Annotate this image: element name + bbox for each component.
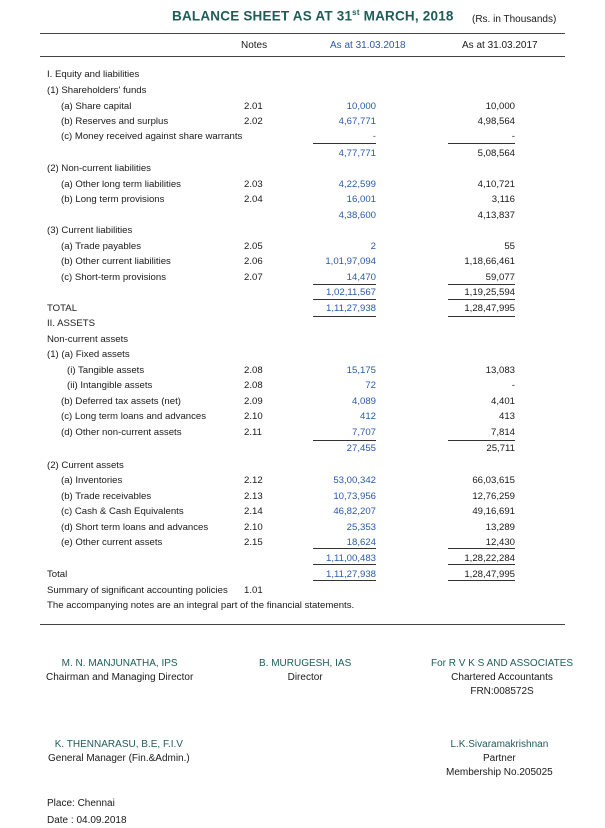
row-previous-value: 13,083 bbox=[485, 365, 515, 376]
table-row bbox=[0, 209, 605, 223]
row-previous-value: 10,000 bbox=[485, 101, 515, 112]
row-note: 2.10 bbox=[244, 411, 263, 422]
chairman-name: M. N. MANJUNATHA, IPS bbox=[61, 658, 178, 669]
row-current-value: 4,22,599 bbox=[338, 179, 376, 190]
row-current-value: 10,000 bbox=[346, 101, 376, 112]
row-label: (c) Short-term provisions bbox=[61, 272, 167, 283]
total-rule bbox=[313, 564, 376, 565]
table-row bbox=[0, 505, 605, 519]
subtotal-rule bbox=[448, 143, 515, 144]
table-row bbox=[0, 100, 605, 114]
row-label: Non-current assets bbox=[47, 334, 129, 345]
total-rule-bottom bbox=[448, 316, 515, 317]
row-label: (d) Other non-current assets bbox=[61, 427, 182, 438]
row-current-value: 27,455 bbox=[346, 443, 376, 454]
table-row bbox=[0, 521, 605, 535]
row-label: (b) Other current liabilities bbox=[61, 256, 171, 267]
row-note: 2.09 bbox=[244, 396, 263, 407]
row-current-value: 25,353 bbox=[346, 522, 376, 533]
row-previous-value: - bbox=[511, 380, 515, 391]
table-row bbox=[0, 240, 605, 254]
table-row bbox=[0, 130, 605, 144]
table-row bbox=[0, 271, 605, 285]
table-row bbox=[0, 162, 605, 176]
total-rule-bottom bbox=[313, 580, 376, 581]
partner-signatory bbox=[446, 738, 553, 780]
row-label: TOTAL bbox=[47, 303, 78, 314]
table-row bbox=[0, 286, 605, 300]
auditor-name: For R V K S AND ASSOCIATES bbox=[431, 658, 574, 669]
table-row bbox=[0, 490, 605, 504]
row-note: 2.12 bbox=[244, 475, 263, 486]
row-previous-value: - bbox=[511, 131, 515, 142]
row-label: Total bbox=[47, 569, 68, 580]
table-row bbox=[0, 364, 605, 378]
row-previous-value: 12,430 bbox=[485, 537, 515, 548]
total-rule-bottom bbox=[313, 316, 376, 317]
row-current-value: 2 bbox=[370, 241, 376, 252]
director-title: Director bbox=[287, 672, 323, 683]
table-row bbox=[0, 474, 605, 488]
row-previous-value: 413 bbox=[498, 411, 515, 422]
table-row bbox=[0, 410, 605, 424]
row-previous-value: 25,711 bbox=[486, 443, 515, 454]
subtotal-rule bbox=[313, 284, 376, 285]
signature-section-rule bbox=[40, 624, 565, 625]
row-note: 2.15 bbox=[244, 537, 263, 548]
row-label: (b) Trade receivables bbox=[61, 491, 152, 502]
table-row bbox=[0, 584, 605, 598]
subtotal-rule bbox=[313, 548, 376, 549]
subtotal-rule bbox=[448, 548, 515, 549]
subtotal-rule bbox=[313, 440, 376, 441]
table-row bbox=[0, 255, 605, 269]
row-previous-value: 4,10,721 bbox=[477, 179, 515, 190]
partner-membership: Membership No.205025 bbox=[446, 767, 553, 778]
total-rule-bottom bbox=[448, 580, 515, 581]
row-current-value: 10,73,956 bbox=[333, 491, 376, 502]
partner-name: L.K.Sivaramakrishnan bbox=[450, 739, 549, 750]
row-previous-value: 4,401 bbox=[490, 396, 515, 407]
row-current-value: 46,82,207 bbox=[333, 506, 376, 517]
table-row bbox=[0, 115, 605, 129]
row-label: I. Equity and liabilities bbox=[47, 69, 140, 80]
auditor-frn: FRN:008572S bbox=[470, 686, 534, 697]
row-label: (1) (a) Fixed assets bbox=[47, 349, 130, 360]
row-label: (i) Tangible assets bbox=[67, 365, 145, 376]
total-rule bbox=[313, 299, 376, 300]
row-current-value: 4,67,771 bbox=[338, 116, 376, 127]
row-label: Summary of significant accounting policies bbox=[47, 585, 228, 596]
row-previous-value: 1,28,22,284 bbox=[464, 553, 515, 564]
subtotal-rule bbox=[313, 143, 376, 144]
table-row bbox=[0, 147, 605, 161]
row-previous-value: 7,814 bbox=[490, 427, 515, 438]
director-name: B. MURUGESH, IAS bbox=[259, 658, 352, 669]
table-row bbox=[0, 379, 605, 393]
page-title bbox=[172, 8, 454, 24]
notes-column-header: Notes bbox=[241, 40, 268, 51]
row-label: (b) Reserves and surplus bbox=[61, 116, 169, 127]
table-row bbox=[0, 178, 605, 192]
chairman-title: Chairman and Managing Director bbox=[46, 672, 194, 683]
table-row bbox=[0, 442, 605, 456]
subtotal-rule bbox=[448, 284, 515, 285]
row-note: 1.01 bbox=[244, 585, 263, 596]
row-previous-value: 1,28,47,995 bbox=[464, 569, 515, 580]
table-row bbox=[0, 459, 605, 473]
row-current-value: 4,77,771 bbox=[338, 148, 376, 159]
row-previous-value: 4,98,564 bbox=[477, 116, 515, 127]
total-rule bbox=[448, 564, 515, 565]
row-current-value: 1,01,97,094 bbox=[325, 256, 376, 267]
row-label: (c) Cash & Cash Equivalents bbox=[61, 506, 184, 517]
table-row bbox=[0, 302, 605, 316]
current-year-column-header: As at 31.03.2018 bbox=[330, 40, 406, 51]
row-note: 2.08 bbox=[244, 365, 263, 376]
row-note: 2.03 bbox=[244, 179, 263, 190]
row-previous-value: 55 bbox=[504, 241, 515, 252]
row-note: 2.06 bbox=[244, 256, 263, 267]
row-label: (a) Share capital bbox=[61, 101, 132, 112]
row-label: (1) Shareholders' funds bbox=[47, 85, 147, 96]
row-current-value: 1,02,11,567 bbox=[326, 287, 376, 298]
table-row bbox=[0, 84, 605, 98]
row-label: (d) Short term loans and advances bbox=[61, 522, 209, 533]
row-previous-value: 59,077 bbox=[485, 272, 515, 283]
table-row bbox=[0, 333, 605, 347]
previous-year-column-header: As at 31.03.2017 bbox=[462, 40, 538, 51]
row-previous-value: 1,18,66,461 bbox=[464, 256, 515, 267]
row-current-value: 1,11,00,483 bbox=[326, 553, 376, 564]
gm-signatory bbox=[48, 738, 190, 766]
table-row bbox=[0, 348, 605, 362]
row-current-value: 53,00,342 bbox=[333, 475, 376, 486]
row-current-value: 1,11,27,938 bbox=[326, 303, 376, 314]
total-rule bbox=[448, 299, 515, 300]
chairman-signatory bbox=[46, 657, 193, 685]
auditor-title: Chartered Accountants bbox=[451, 672, 553, 683]
row-current-value: 15,175 bbox=[346, 365, 376, 376]
title-tail: MARCH, 2018 bbox=[359, 8, 454, 24]
table-row bbox=[0, 599, 605, 613]
table-row bbox=[0, 68, 605, 82]
row-label: II. ASSETS bbox=[47, 318, 95, 329]
partner-title: Partner bbox=[482, 753, 516, 764]
row-previous-value: 1,19,25,594 bbox=[464, 287, 515, 298]
header-bottom-rule bbox=[40, 56, 565, 57]
row-previous-value: 49,16,691 bbox=[472, 506, 515, 517]
table-row bbox=[0, 317, 605, 331]
table-row bbox=[0, 426, 605, 440]
place-line: Place: Chennai bbox=[47, 798, 115, 809]
row-note: 2.02 bbox=[244, 116, 263, 127]
row-current-value: 14,470 bbox=[346, 272, 376, 283]
row-note: 2.14 bbox=[244, 506, 263, 517]
table-row bbox=[0, 193, 605, 207]
row-note: 2.04 bbox=[244, 194, 263, 205]
gm-title: General Manager (Fin.&Admin.) bbox=[48, 753, 190, 764]
row-label: (2) Current assets bbox=[47, 460, 124, 471]
row-label: (e) Other current assets bbox=[61, 537, 163, 548]
row-note: 2.13 bbox=[244, 491, 263, 502]
row-note: 2.10 bbox=[244, 522, 263, 533]
title-main: BALANCE SHEET AS AT 31 bbox=[172, 8, 353, 24]
row-previous-value: 13,289 bbox=[485, 522, 515, 533]
row-previous-value: 66,03,615 bbox=[472, 475, 515, 486]
row-current-value: - bbox=[372, 131, 376, 142]
table-row bbox=[0, 395, 605, 409]
header-top-rule bbox=[40, 33, 565, 34]
row-note: 2.11 bbox=[244, 427, 262, 438]
row-current-value: 412 bbox=[359, 411, 376, 422]
director-signatory bbox=[259, 657, 351, 685]
row-previous-value: 1,28,47,995 bbox=[464, 303, 515, 314]
row-label: The accompanying notes are an integral part of the financial statements. bbox=[47, 600, 355, 611]
row-note: 2.05 bbox=[244, 241, 263, 252]
row-label: (b) Deferred tax assets (net) bbox=[61, 396, 181, 407]
row-label: (a) Other long term liabilities bbox=[61, 179, 181, 190]
row-label: (ii) Intangible assets bbox=[67, 380, 153, 391]
row-current-value: 7,707 bbox=[351, 427, 376, 438]
row-note: 2.01 bbox=[244, 101, 263, 112]
row-previous-value: 5,08,564 bbox=[477, 148, 515, 159]
date-line: Date : 04.09.2018 bbox=[47, 815, 127, 826]
row-label: (c) Long term loans and advances bbox=[61, 411, 207, 422]
row-current-value: 4,089 bbox=[351, 396, 376, 407]
row-note: 2.07 bbox=[244, 272, 263, 283]
row-previous-value: 12,76,259 bbox=[472, 491, 515, 502]
gm-name: K. THENNARASU, B.E, F.I.V bbox=[54, 739, 183, 750]
row-previous-value: 4,13,837 bbox=[477, 210, 515, 221]
row-current-value: 1,11,27,938 bbox=[326, 569, 376, 580]
row-current-value: 72 bbox=[365, 380, 376, 391]
title-sup: st bbox=[352, 8, 360, 17]
row-label: (b) Long term provisions bbox=[61, 194, 165, 205]
row-previous-value: 3,116 bbox=[491, 194, 515, 205]
row-label: (a) Inventories bbox=[61, 475, 123, 486]
row-current-value: 18,624 bbox=[346, 537, 376, 548]
row-current-value: 4,38,600 bbox=[338, 210, 376, 221]
table-row bbox=[0, 224, 605, 238]
unit-note: (Rs. in Thousands) bbox=[472, 14, 557, 25]
row-note: 2.08 bbox=[244, 380, 263, 391]
row-label: (c) Money received against share warrants bbox=[61, 131, 243, 142]
row-label: (2) Non-current liabilities bbox=[47, 163, 151, 174]
row-label: (3) Current liabilities bbox=[47, 225, 133, 236]
subtotal-rule bbox=[448, 440, 515, 441]
row-label: (a) Trade payables bbox=[61, 241, 141, 252]
row-current-value: 16,001 bbox=[346, 194, 376, 205]
auditor-signatory bbox=[431, 657, 573, 699]
